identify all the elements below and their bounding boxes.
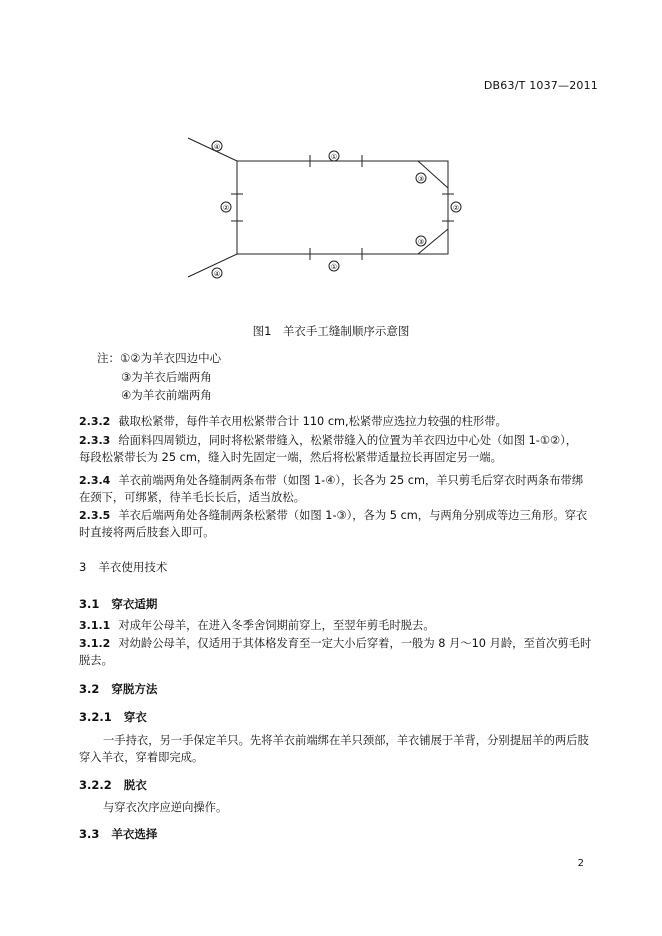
marker-3-bottom: ③ xyxy=(417,238,425,246)
para-2-3-5 xyxy=(79,507,601,541)
page-number: 2 xyxy=(577,858,584,869)
para-number: 2.3.4 xyxy=(79,474,111,487)
para-2-3-2 xyxy=(79,413,601,430)
section-title: 羊衣选择 xyxy=(111,827,158,841)
para-text: 羊衣后端两角处各缝制两条松紧带（如图 1-③），各为 5 cm，与两角分别成等边三角形。穿衣 xyxy=(118,509,588,522)
para-2-3-4 xyxy=(79,472,601,506)
para-number: 2.3.3 xyxy=(79,434,111,447)
para-text: 对幼龄公母羊，仅适用于其体格发育至一定大小后穿着，一般为 8 月～10 月龄，至首次剪毛时 xyxy=(118,637,592,650)
para-text-cont: 每段松紧带长为 25 cm，缝入时先固定一端，然后将松紧带适量拉长再固定另一端。 xyxy=(79,451,502,464)
para-text: 羊衣前端两角处各缝制两条布带（如图 1-④），长各为 25 cm，羊只剪毛后穿衣时两条布带绑 xyxy=(118,474,584,487)
section-number: 3 xyxy=(79,560,87,574)
section-title: 脱衣 xyxy=(123,778,147,792)
para-text: 截取松紧带，每件羊衣用松紧带合计 110 cm,松紧带应选拉力较强的柱形带。 xyxy=(118,415,507,428)
para-number: 3.1.1 xyxy=(79,619,111,632)
note-prefix: 注： xyxy=(97,351,120,365)
section-number: 3.1 xyxy=(79,597,100,611)
para-text: 对成年公母羊，在进入冬季舍饲期前穿上，至翌年剪毛时脱去。 xyxy=(118,619,435,632)
sewing-diagram xyxy=(180,132,480,292)
section-3-1-heading xyxy=(79,596,157,612)
marker-4-top: ④ xyxy=(213,143,221,151)
section-3-heading xyxy=(79,559,167,575)
para-number: 2.3.5 xyxy=(79,509,111,522)
note-text: ①②为羊衣四边中心 xyxy=(120,351,222,365)
section-3-3-heading xyxy=(79,826,157,842)
marker-3-top: ③ xyxy=(417,175,425,183)
para-3-2-1 xyxy=(79,732,601,766)
section-number: 3.2.2 xyxy=(79,778,112,792)
note-line-1 xyxy=(97,350,221,366)
note-line-3: ④为羊衣前端两角 xyxy=(121,388,212,402)
marker-1-top: ① xyxy=(330,153,338,161)
para-text-cont: 在颈下，可绑紧，待羊毛长长后，适当放松。 xyxy=(79,491,305,504)
section-number: 3.2 xyxy=(79,682,100,696)
section-3-2-heading xyxy=(79,681,157,697)
para-text: 与穿衣次序应逆向操作。 xyxy=(103,801,228,814)
section-title: 穿脱方法 xyxy=(111,682,158,696)
para-3-1-1 xyxy=(79,617,601,634)
section-title: 羊衣使用技术 xyxy=(98,560,168,574)
note-line-2: ③为羊衣后端两角 xyxy=(121,370,212,384)
section-title: 穿衣适期 xyxy=(111,597,158,611)
para-text-cont: 脱去。 xyxy=(79,654,113,667)
section-3-2-1-heading xyxy=(79,709,147,725)
marker-1-bottom: ① xyxy=(330,263,338,271)
figure-caption: 图1 羊衣手工缝制顺序示意图 xyxy=(252,324,410,338)
para-number: 3.1.2 xyxy=(79,637,111,650)
para-text-cont: 穿入羊衣，穿着即完成。 xyxy=(79,751,204,764)
marker-4-bottom: ④ xyxy=(213,270,221,278)
marker-2-right: ② xyxy=(452,204,460,212)
para-3-2-2 xyxy=(79,799,601,816)
para-text: 给面料四周锁边，同时将松紧带缝入，松紧带缝入的位置为羊衣四边中心处（如图 1-①②）， xyxy=(118,434,578,447)
marker-2-left: ② xyxy=(222,204,230,212)
doc-code-header: DB63/T 1037—2011 xyxy=(483,79,598,92)
para-text: 一手持衣，另一手保定羊只。先将羊衣前端绑在羊只颈部，羊衣铺展于羊背，分别提屈羊的两后肢 xyxy=(103,734,589,747)
para-3-1-2 xyxy=(79,635,601,669)
section-number: 3.3 xyxy=(79,827,100,841)
section-title: 穿衣 xyxy=(123,710,147,724)
para-text-cont: 时直接将两后肢套入即可。 xyxy=(79,526,215,539)
section-number: 3.2.1 xyxy=(79,710,112,724)
para-2-3-3 xyxy=(79,432,601,466)
para-number: 2.3.2 xyxy=(79,415,111,428)
section-3-2-2-heading xyxy=(79,777,147,793)
